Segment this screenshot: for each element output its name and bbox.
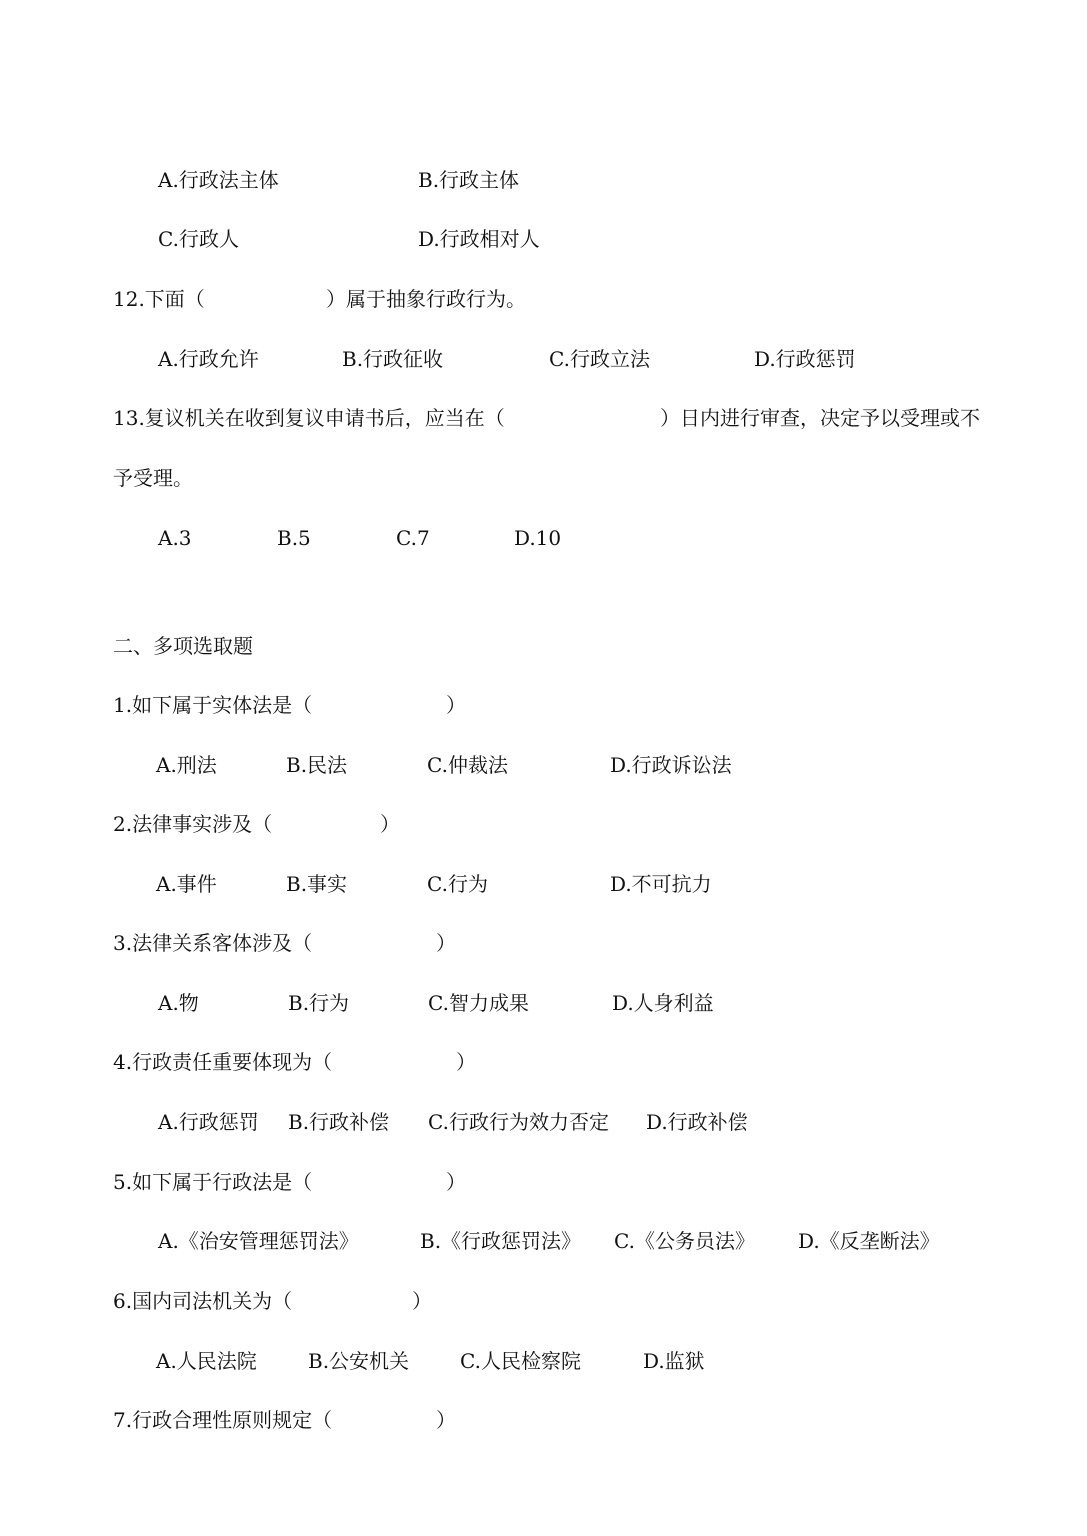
s2-q5-option-b: B.《行政惩罚法》	[420, 1229, 582, 1253]
q13-option-d: D.10	[514, 526, 562, 550]
s2-q2-option-d: D.不可抗力	[610, 872, 712, 896]
s2-q6-option-a: A.人民法院	[156, 1349, 257, 1373]
q11-option-a: A.行政法主体	[158, 168, 279, 192]
q13-stem-close: ）日内进行审查，决定予以受理或不	[660, 406, 980, 430]
s2-q6-option-c: C.人民检察院	[460, 1349, 581, 1373]
s2-q3-option-a: A.物	[158, 991, 199, 1015]
s2-q4-option-d: D.行政补偿	[646, 1110, 748, 1134]
s2-q4-stem: 4.行政责任重要体现为（	[113, 1050, 333, 1074]
s2-q1-option-d: D.行政诉讼法	[610, 753, 732, 777]
s2-q6-stem: 6.国内司法机关为（	[113, 1289, 293, 1313]
s2-q1-option-c: C.仲裁法	[427, 753, 508, 777]
s2-q5-option-c: C.《公务员法》	[614, 1229, 755, 1253]
s2-q1-close: ）	[446, 693, 466, 717]
q11-option-b: B.行政主体	[418, 168, 520, 192]
q12-stem-close: ）属于抽象行政行为。	[326, 287, 526, 311]
s2-q1-option-a: A.刑法	[156, 753, 217, 777]
q12-option-b: B.行政征收	[342, 347, 444, 371]
s2-q4-option-a: A.行政惩罚	[158, 1110, 259, 1134]
s2-q7-stem: 7.行政合理性原则规定（	[113, 1408, 333, 1432]
s2-q3-option-b: B.行为	[288, 991, 350, 1015]
s2-q4-option-b: B.行政补偿	[288, 1110, 390, 1134]
s2-q5-stem: 5.如下属于行政法是（	[113, 1170, 313, 1194]
s2-q5-option-d: D.《反垄断法》	[798, 1229, 940, 1253]
q12-option-a: A.行政允许	[158, 347, 259, 371]
s2-q6-option-b: B.公安机关	[308, 1349, 410, 1373]
s2-q3-stem: 3.法律关系客体涉及（	[113, 931, 313, 955]
s2-q2-option-a: A.事件	[156, 872, 217, 896]
s2-q1-option-b: B.民法	[286, 753, 348, 777]
s2-q2-option-b: B.事实	[286, 872, 348, 896]
s2-q7-close: ）	[436, 1408, 456, 1432]
q13-stem: 13.复议机关在收到复议申请书后，应当在（	[113, 406, 505, 430]
s2-q2-close: ）	[380, 812, 400, 836]
q12-option-d: D.行政惩罚	[754, 347, 856, 371]
s2-q4-option-c: C.行政行为效力否定	[428, 1110, 609, 1134]
q13-option-b: B.5	[277, 526, 311, 550]
q13-option-a: A.3	[158, 526, 192, 550]
q12-option-c: C.行政立法	[549, 347, 650, 371]
s2-q6-close: ）	[412, 1289, 432, 1313]
s2-q2-stem: 2.法律事实涉及（	[113, 812, 273, 836]
q13-stem-continued: 予受理。	[113, 466, 193, 490]
s2-q1-stem: 1.如下属于实体法是（	[113, 693, 313, 717]
s2-q2-option-c: C.行为	[427, 872, 488, 896]
q11-option-d: D.行政相对人	[418, 227, 540, 251]
s2-q3-option-c: C.智力成果	[428, 991, 529, 1015]
q13-option-c: C.7	[396, 526, 430, 550]
q12-stem: 12.下面（	[113, 287, 205, 311]
s2-q5-close: ）	[446, 1170, 466, 1194]
s2-q6-option-d: D.监狱	[643, 1349, 705, 1373]
section-heading: 二、多项选取题	[113, 634, 253, 658]
s2-q3-close: ）	[436, 931, 456, 955]
s2-q4-close: ）	[456, 1050, 476, 1074]
q11-option-c: C.行政人	[158, 227, 239, 251]
s2-q3-option-d: D.人身利益	[612, 991, 714, 1015]
s2-q5-option-a: A.《治安管理惩罚法》	[158, 1229, 359, 1253]
